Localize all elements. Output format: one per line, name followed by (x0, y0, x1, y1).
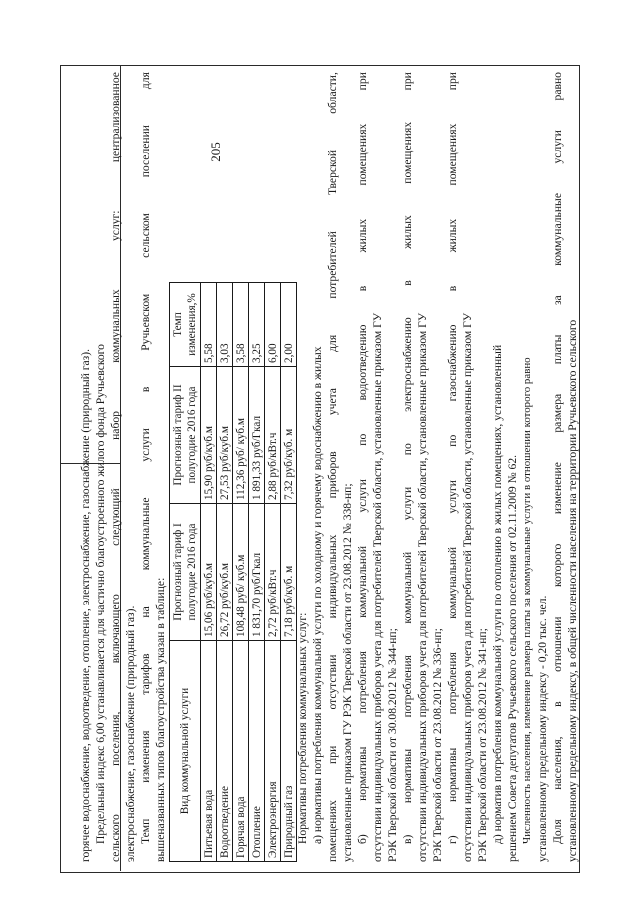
text-line (295, 72, 310, 862)
text-fragment: нормативы (356, 746, 369, 801)
text-line (535, 72, 550, 862)
text-line (415, 72, 430, 862)
text-fragment: отсутствии (326, 654, 339, 710)
text-fragment: приборов (326, 451, 339, 499)
text-fragment: потребления (401, 655, 414, 718)
text-line (400, 72, 415, 862)
text-line (565, 72, 580, 862)
text-fragment: в) (401, 834, 414, 844)
text-fragment: области, (326, 72, 339, 114)
text-line (550, 72, 565, 862)
text-fragment: Нормативы потребления коммунальных услуг: (296, 612, 309, 844)
text-line (520, 72, 535, 862)
text-fragment: в (139, 386, 152, 393)
text-fragment: горячее водоснабжение, водоотведение, отопление, электроснабжение, газоснабжение (природный газ). (79, 349, 92, 862)
service-name: Природный газ (281, 641, 297, 862)
table-row (265, 283, 281, 862)
tariff-h1: 7,18 руб/куб. м (281, 504, 297, 641)
text-fragment: поселении (139, 125, 152, 178)
text-line (430, 72, 445, 862)
text-fragment: нормативы (401, 748, 414, 804)
text-fragment: поселения, (109, 711, 122, 766)
text-fragment: помещениях (446, 123, 459, 186)
table-row (233, 283, 249, 862)
text-fragment: Численность населения, изменение размера платы за коммунальные услуги в отношении которого равно (521, 357, 533, 844)
text-fragment: в (356, 285, 369, 292)
text-fragment: в (401, 280, 414, 286)
text-fragment: коммунальных (109, 289, 122, 363)
text-line (108, 72, 123, 862)
column-header: Темп изменения,% (170, 283, 201, 367)
change-rate: 3,58 (233, 283, 249, 367)
text-fragment: газоснабжению (446, 324, 459, 402)
text-fragment: населения, (551, 736, 564, 790)
text-line (78, 72, 93, 862)
text-line (138, 72, 153, 862)
text-line (153, 72, 168, 862)
tariff-table (169, 282, 297, 862)
tariff-h1: 1 831,70 руб/Гкал (249, 504, 265, 641)
change-rate: 5,58 (201, 283, 217, 367)
text-fragment: набор (109, 411, 122, 440)
tariff-h2: 1 891,33 руб/Гкал (249, 367, 265, 504)
tariff-h2: 27,53 руб/куб.м (217, 367, 233, 504)
text-fragment: жилых (401, 215, 414, 249)
text-fragment: услуги (139, 428, 152, 462)
text-fragment: индивидуальных (326, 534, 339, 619)
text-fragment: услуги (446, 480, 459, 514)
text-fragment: помещениях (326, 800, 339, 862)
text-fragment: установленные приказом ГУ РЭК Тверской области от 23.08.2012 № 338-нп; (341, 483, 354, 862)
text-fragment: услуг: (109, 210, 122, 241)
text-fragment: а) нормативы потребления коммунальной услуги по холодному и горячему водоснабжению в жилых (311, 346, 324, 844)
change-rate: 3,03 (217, 283, 233, 367)
service-name: Водоотведение (217, 641, 233, 862)
text-fragment: которого (551, 543, 564, 587)
text-fragment: потребителей (326, 231, 339, 299)
text-fragment: г) (446, 835, 459, 844)
text-line (355, 72, 370, 862)
text-fragment: электроснабжение, газоснабжение (природный газ). (124, 605, 137, 862)
text-fragment: коммунальные (551, 193, 564, 266)
text-fragment: услуги (401, 486, 414, 521)
text-fragment: услуги (356, 479, 369, 513)
text-fragment: по (401, 443, 414, 456)
text-fragment: для (139, 72, 152, 90)
column-header: Прогнозный тариф I полугодие 2016 года (170, 504, 201, 641)
column-header: Вид коммунальной услуги (170, 641, 201, 862)
change-rate: 3,25 (249, 283, 265, 367)
text-fragment: вышеназванных типов благоустройства указан в таблице: (154, 577, 167, 862)
text-fragment: установленному предельному индексу, в общей численности населения на территории Ручьевского сельского (566, 319, 579, 862)
text-fragment: по (356, 433, 369, 446)
service-name: Электроэнергия (265, 641, 281, 862)
text-fragment: централизованное (109, 72, 122, 163)
text-fragment: равно (551, 72, 564, 101)
text-line (370, 72, 385, 862)
text-fragment: коммунальной (446, 546, 459, 619)
text-fragment: РЭК Тверской области от 23.08.2012 № 341-нп; (476, 628, 489, 862)
text-fragment: сельском (139, 213, 152, 258)
text-fragment: при (356, 72, 369, 91)
tariff-h2: 2,88 руб/кВт.ч (265, 367, 281, 504)
text-fragment: помещениях (401, 121, 414, 184)
text-fragment: по (446, 434, 459, 447)
text-fragment: тарифов (139, 653, 152, 695)
text-fragment: отношении (551, 616, 564, 672)
text-fragment: потребления (446, 652, 459, 715)
table-row (217, 283, 233, 862)
text-fragment: следующий (109, 488, 122, 546)
text-fragment: Предельный индекс 6,00 устанавливается для частично благоустроенного жилого фонда Ручьевского (94, 344, 107, 844)
tariff-h2: 15,90 руб/куб.м (201, 367, 217, 504)
service-name: Питьевая вода (201, 641, 217, 862)
text-fragment: жилых (446, 218, 459, 253)
document-body-cont (458, 64, 518, 870)
text-fragment: услуги (551, 129, 564, 164)
text-fragment: размера (551, 393, 564, 433)
text-fragment: в (551, 701, 564, 707)
text-fragment: отсутствии индивидуальных приборов учета для потребителей Тверской области, установленные приказом ГУ (371, 312, 384, 862)
text-fragment: помещениях (356, 123, 369, 186)
text-fragment: электроснабжению (401, 317, 414, 412)
text-line (93, 72, 108, 862)
text-fragment: включающего (109, 594, 122, 664)
text-fragment: при (401, 72, 414, 91)
text-fragment: платы (551, 334, 564, 365)
text-fragment: РЭК Тверской области от 30.08.2012 № 344-нп; (386, 628, 399, 862)
text-fragment: при (446, 72, 459, 91)
text-fragment: на (139, 606, 152, 618)
table-row (249, 283, 265, 862)
text-fragment: жилых (356, 218, 369, 253)
text-fragment: в (446, 285, 459, 292)
text-fragment: б) (356, 834, 369, 844)
text-line (385, 72, 400, 862)
text-line (123, 72, 138, 862)
text-fragment: коммунальные (139, 497, 152, 571)
text-fragment: учета (326, 388, 339, 416)
text-fragment: отсутствии индивидуальных приборов учета для потребителей Тверской области, установленные приказом ГУ (461, 312, 474, 862)
tariff-h1: 26,72 руб/куб.м (217, 504, 233, 641)
text-fragment: водоотведению (356, 324, 369, 401)
tariff-h2: 112,36 руб/ куб.м (233, 367, 249, 504)
text-fragment: установленному предельному индексу - 0,20 тыс. чел. (536, 595, 549, 862)
text-fragment: изменения (139, 730, 152, 783)
text-fragment: для (326, 334, 339, 352)
text-fragment: Темп (139, 818, 152, 844)
change-rate: 2,00 (281, 283, 297, 367)
service-name: Отопление (249, 641, 265, 862)
tariff-h1: 108,48 руб/ куб.м (233, 504, 249, 641)
table-header-row (170, 283, 201, 862)
text-fragment: решением Совета депутатов Ручьевского сельского поселения от 02.11.2009 № 62. (506, 454, 519, 862)
text-fragment: изменение (551, 462, 564, 515)
table-row (201, 283, 217, 862)
text-fragment: Ручьевском (139, 293, 152, 351)
text-fragment: нормативы (446, 747, 459, 803)
column-header: Прогнозный тариф II полугодие 2016 года (170, 367, 201, 504)
change-rate: 6,00 (265, 283, 281, 367)
tariff-h1: 15,06 руб/куб.м (201, 504, 217, 641)
text-fragment: при (326, 745, 339, 764)
text-fragment: отсутствии индивидуальных приборов учета для потребителей Тверской области, установленные приказом ГУ (416, 312, 429, 862)
text-fragment: РЭК Тверской области от 23.08.2012 № 336-нп; (431, 628, 444, 862)
tariff-h2: 7,32 руб/куб. м (281, 367, 297, 504)
service-name: Горячая вода (233, 641, 249, 862)
text-fragment: коммунальной (356, 545, 369, 618)
text-fragment: за (551, 295, 564, 306)
text-fragment: коммунальной (401, 551, 414, 624)
text-fragment: Доля (551, 819, 564, 844)
text-fragment: потребления (356, 651, 369, 714)
page-number: 205 (207, 142, 223, 162)
text-fragment: Тверской (326, 149, 339, 195)
text-fragment: д) норматив потребления коммунальной услуги по отоплению в жилых помещениях, установленный (491, 344, 504, 844)
text-line (340, 72, 355, 862)
text-fragment: сельского (109, 814, 122, 862)
text-line (325, 72, 340, 862)
tariff-h1: 2,72 руб/кВт.ч (265, 504, 281, 641)
text-line (310, 72, 325, 862)
